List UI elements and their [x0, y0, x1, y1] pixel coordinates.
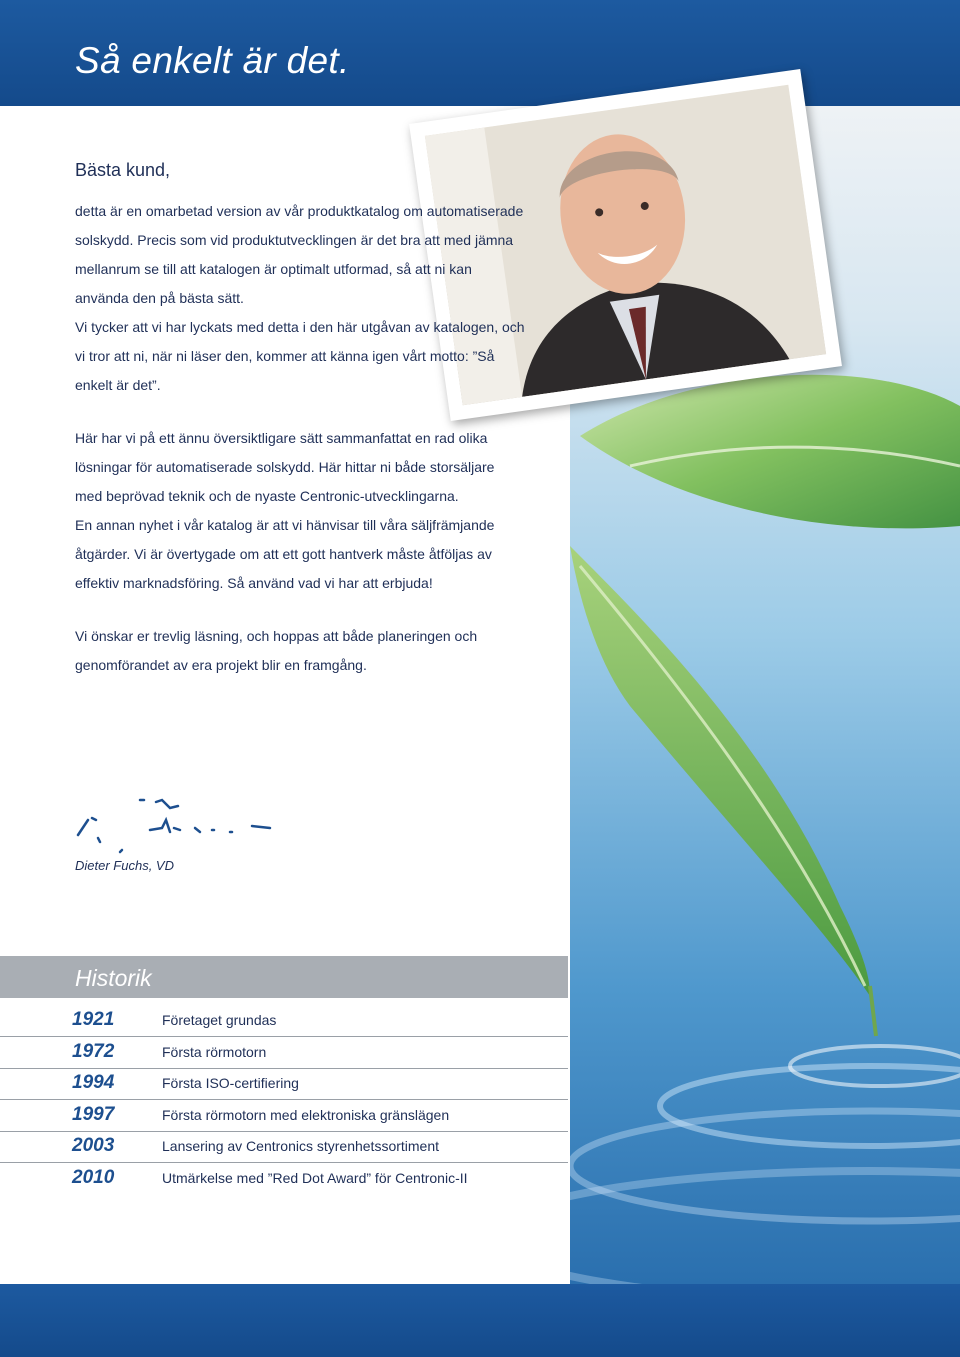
history-event: Första ISO-certifiering — [162, 1075, 299, 1091]
greeting: Bästa kund, — [75, 160, 171, 180]
letter-body — [75, 197, 525, 680]
letter-paragraph: Här har vi på ett ännu översiktligare sätt sammanfattat en rad olika lösningar för automatiserade solskydd. Här hittar ni både storsäljare med beprövad teknik och de nyaste Centronic-utvecklingarna. — [75, 430, 495, 504]
footer-band — [0, 1284, 960, 1357]
letter-paragraph: En annan nyhet i vår katalog är att vi hänvisar till våra säljfrämjande åtgärder. Vi är övertygade om att ett gott hantverk måste åtföljas av effektiv marknadsföring. Så använd vad vi har att erbjuda! — [75, 517, 495, 591]
history-row — [0, 1131, 568, 1163]
history-title: Historik — [75, 965, 152, 991]
history-event: Företaget grundas — [162, 1012, 277, 1028]
letter-paragraph: Vi tycker att vi har lyckats med detta i den här utgåvan av katalogen, och vi tror att ni, när ni läser den, kommer att känna igen vårt motto: ”Så enkelt är det”. — [75, 319, 525, 393]
history-year: 1972 — [72, 1041, 115, 1062]
history-year: 1921 — [72, 1009, 115, 1030]
history-event: Utmärkelse med ”Red Dot Award” för Centronic-II — [162, 1170, 468, 1186]
history-year: 1997 — [72, 1104, 115, 1125]
page-title: Så enkelt är det. — [75, 40, 350, 81]
signer-name: Dieter Fuchs, VD — [75, 858, 174, 873]
history-row — [0, 1100, 568, 1132]
history-row — [0, 1005, 568, 1037]
history-event: Första rörmotorn — [162, 1044, 267, 1060]
handwritten-signature — [70, 790, 290, 860]
history-event: Lansering av Centronics styrenhetssortiment — [162, 1138, 440, 1154]
history-row — [0, 1037, 568, 1069]
history-year: 1994 — [72, 1072, 115, 1093]
letter-paragraph: Vi önskar er trevlig läsning, och hoppas att både planeringen och genomförandet av era projekt blir en framgång. — [75, 628, 478, 673]
history-row — [0, 1163, 568, 1194]
history-year: 2010 — [72, 1167, 115, 1188]
history-event: Första rörmotorn med elektroniska gränslägen — [162, 1107, 450, 1123]
history-row — [0, 1068, 568, 1100]
letter-paragraph: detta är en omarbetad version av vår produktkatalog om automatiserade solskydd. Precis som vid produktutvecklingen är det bra att med jämna mellanrum se till att katalogen är optimalt utformad, så att ni kan använda den på bästa sätt. — [75, 203, 524, 306]
history-year: 2003 — [72, 1135, 115, 1156]
